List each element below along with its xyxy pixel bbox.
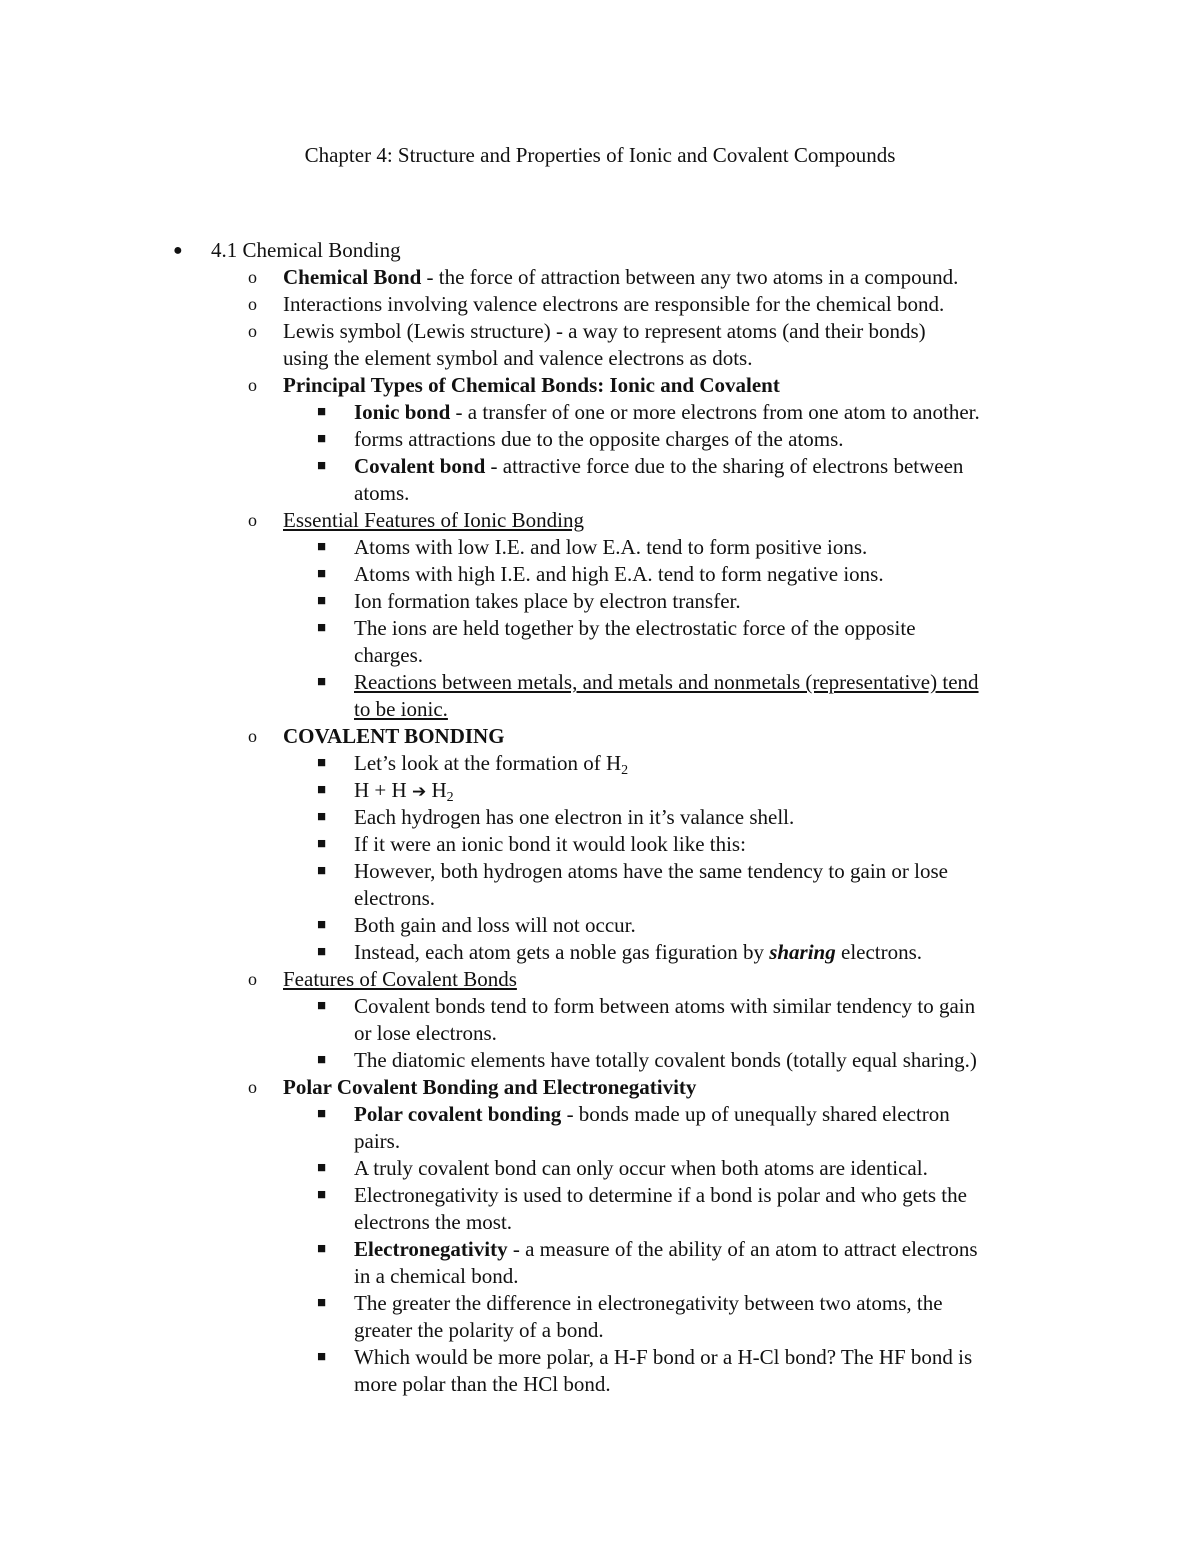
subheading xyxy=(283,723,505,750)
hollow-circle-bullet-icon: o xyxy=(248,375,257,395)
list-item xyxy=(0,372,1200,399)
item-text: Atoms with high I.E. and high E.A. tend to form negative ions. xyxy=(354,562,884,586)
square-bullet-icon: ■ xyxy=(317,1295,327,1311)
item-text xyxy=(354,939,922,966)
item-text: or lose electrons. xyxy=(354,1021,497,1045)
list-item xyxy=(0,1074,1200,1101)
square-bullet-icon: ■ xyxy=(317,620,327,636)
list-item xyxy=(0,831,1200,858)
definition: - a measure of the ability of an atom to attract electrons xyxy=(507,1237,978,1261)
subscript: 2 xyxy=(621,763,629,778)
item-text: Electronegativity is used to determine if a bond is polar and who gets the xyxy=(354,1183,967,1207)
hollow-circle-bullet-icon: o xyxy=(248,267,257,287)
term: Polar covalent bonding xyxy=(354,1102,562,1126)
list-item xyxy=(0,426,1200,453)
item-text: The greater the difference in electronegativity between two atoms, the xyxy=(354,1291,943,1315)
item-text: Ion formation takes place by electron transfer. xyxy=(354,589,741,613)
list-item-continuation xyxy=(0,1020,1200,1047)
item-text: more polar than the HCl bond. xyxy=(354,1372,611,1396)
square-bullet-icon: ■ xyxy=(317,944,327,960)
item-text: in a chemical bond. xyxy=(354,1264,519,1288)
item-text: Covalent bonds tend to form between atoms with similar tendency to gain xyxy=(354,994,976,1018)
hollow-circle-bullet-icon: o xyxy=(248,294,257,314)
list-item xyxy=(0,1290,1200,1317)
square-bullet-icon: ■ xyxy=(317,566,327,582)
square-bullet-icon: ■ xyxy=(317,1106,327,1122)
reactants: H + H xyxy=(354,778,412,802)
item-text xyxy=(283,264,958,291)
item-text: However, both hydrogen atoms have the same tendency to gain or lose xyxy=(354,859,948,883)
item-text xyxy=(354,1236,978,1263)
formation-text: Let’s look at the formation of H xyxy=(354,751,622,775)
list-item xyxy=(0,318,1200,345)
definition: - bonds made up of unequally shared electron xyxy=(561,1102,950,1126)
term: Chemical Bond xyxy=(283,265,422,289)
list-item-continuation xyxy=(0,885,1200,912)
text-part: electrons. xyxy=(835,940,923,964)
item-text: atoms. xyxy=(354,481,410,505)
list-item-continuation xyxy=(0,1263,1200,1290)
list-item xyxy=(0,777,1200,804)
item-text: Each hydrogen has one electron in it’s valance shell. xyxy=(354,805,795,829)
list-item xyxy=(0,1344,1200,1371)
square-bullet-icon: ■ xyxy=(317,539,327,555)
subheading xyxy=(283,372,780,399)
definition: - a transfer of one or more electrons from one atom to another. xyxy=(450,400,980,424)
list-item-continuation xyxy=(0,642,1200,669)
page-title: Chapter 4: Structure and Properties of Ionic and Covalent Compounds xyxy=(304,143,896,167)
definition: - the force of attraction between any two atoms in a compound. xyxy=(421,265,959,289)
list-item xyxy=(0,858,1200,885)
list-item xyxy=(0,237,1200,264)
item-text xyxy=(354,399,980,426)
hollow-circle-bullet-icon: o xyxy=(248,510,257,530)
list-item xyxy=(0,561,1200,588)
list-item xyxy=(0,669,1200,696)
subheading-text: Polar Covalent Bonding and Electronegativity xyxy=(283,1075,697,1099)
arrow-icon: ➔ xyxy=(411,782,427,802)
item-text: Which would be more polar, a H-F bond or a H-Cl bond? The HF bond is xyxy=(354,1345,973,1369)
list-item xyxy=(0,1236,1200,1263)
square-bullet-icon: ■ xyxy=(317,836,327,852)
subheading-text: COVALENT BONDING xyxy=(283,724,505,748)
list-item-continuation xyxy=(0,345,1200,372)
list-item-continuation xyxy=(0,1209,1200,1236)
square-bullet-icon: ■ xyxy=(317,782,327,798)
hollow-circle-bullet-icon: o xyxy=(248,321,257,341)
item-text: If it were an ionic bond it would look like this: xyxy=(354,832,746,856)
term: Electronegativity xyxy=(354,1237,508,1261)
list-item xyxy=(0,993,1200,1020)
filled-circle-bullet-icon: ● xyxy=(173,242,183,259)
list-item-continuation xyxy=(0,696,1200,723)
product: H xyxy=(426,778,447,802)
subheading xyxy=(283,1074,696,1101)
section-heading: 4.1 Chemical Bonding xyxy=(211,238,401,262)
item-text: using the element symbol and valence electrons as dots. xyxy=(283,346,753,370)
item-text: Both gain and loss will not occur. xyxy=(354,913,636,937)
item-text xyxy=(354,750,628,777)
list-item xyxy=(0,291,1200,318)
definition: - attractive force due to the sharing of electrons between xyxy=(485,454,964,478)
list-item-continuation xyxy=(0,1128,1200,1155)
subheading: Features of Covalent Bonds xyxy=(283,967,517,991)
list-item-continuation xyxy=(0,1371,1200,1398)
item-text: to be ionic. xyxy=(354,697,448,721)
equation xyxy=(354,777,454,806)
list-item xyxy=(0,507,1200,534)
item-text xyxy=(354,1101,950,1128)
list-item xyxy=(0,750,1200,777)
item-text: The ions are held together by the electrostatic force of the opposite xyxy=(354,616,916,640)
square-bullet-icon: ■ xyxy=(317,755,327,771)
list-item xyxy=(0,1182,1200,1209)
square-bullet-icon: ■ xyxy=(317,593,327,609)
list-item xyxy=(0,966,1200,993)
item-text: Interactions involving valence electrons are responsible for the chemical bond. xyxy=(283,292,945,316)
square-bullet-icon: ■ xyxy=(317,1052,327,1068)
square-bullet-icon: ■ xyxy=(317,404,327,420)
square-bullet-icon: ■ xyxy=(317,1160,327,1176)
item-text: Reactions between metals, and metals and nonmetals (representative) tend xyxy=(354,670,979,694)
hollow-circle-bullet-icon: o xyxy=(248,726,257,746)
item-text: A truly covalent bond can only occur when both atoms are identical. xyxy=(354,1156,928,1180)
square-bullet-icon: ■ xyxy=(317,1187,327,1203)
item-text: charges. xyxy=(354,643,423,667)
item-text: pairs. xyxy=(354,1129,401,1153)
item-text: Atoms with low I.E. and low E.A. tend to form positive ions. xyxy=(354,535,868,559)
term: Ionic bond xyxy=(354,400,451,424)
list-item xyxy=(0,534,1200,561)
list-item xyxy=(0,723,1200,750)
square-bullet-icon: ■ xyxy=(317,1349,327,1365)
list-item xyxy=(0,615,1200,642)
outline xyxy=(0,237,1200,1398)
square-bullet-icon: ■ xyxy=(317,674,327,690)
list-item xyxy=(0,804,1200,831)
list-item-continuation xyxy=(0,480,1200,507)
item-text xyxy=(354,453,963,480)
square-bullet-icon: ■ xyxy=(317,863,327,879)
square-bullet-icon: ■ xyxy=(317,809,327,825)
list-item xyxy=(0,1047,1200,1074)
square-bullet-icon: ■ xyxy=(317,998,327,1014)
square-bullet-icon: ■ xyxy=(317,1241,327,1257)
square-bullet-icon: ■ xyxy=(317,458,327,474)
item-text: electrons. xyxy=(354,886,436,910)
list-item xyxy=(0,912,1200,939)
list-item xyxy=(0,399,1200,426)
list-item xyxy=(0,588,1200,615)
text-part: Instead, each atom gets a noble gas figuration by xyxy=(354,940,770,964)
list-item xyxy=(0,264,1200,291)
subscript: 2 xyxy=(446,790,454,805)
item-text: forms attractions due to the opposite charges of the atoms. xyxy=(354,427,844,451)
list-item xyxy=(0,1155,1200,1182)
emphasis: sharing xyxy=(769,940,836,964)
list-item-continuation xyxy=(0,1317,1200,1344)
hollow-circle-bullet-icon: o xyxy=(248,1077,257,1097)
list-item xyxy=(0,1101,1200,1128)
item-text: The diatomic elements have totally covalent bonds (totally equal sharing.) xyxy=(354,1048,977,1072)
term: Covalent bond xyxy=(354,454,486,478)
item-text: greater the polarity of a bond. xyxy=(354,1318,604,1342)
square-bullet-icon: ■ xyxy=(317,431,327,447)
list-item xyxy=(0,453,1200,480)
hollow-circle-bullet-icon: o xyxy=(248,969,257,989)
square-bullet-icon: ■ xyxy=(317,917,327,933)
item-text: electrons the most. xyxy=(354,1210,513,1234)
subheading-text: Principal Types of Chemical Bonds: Ionic and Covalent xyxy=(283,373,780,397)
item-text: Lewis symbol (Lewis structure) - a way to represent atoms (and their bonds) xyxy=(283,319,926,343)
list-item xyxy=(0,939,1200,966)
subheading: Essential Features of Ionic Bonding xyxy=(283,508,584,532)
